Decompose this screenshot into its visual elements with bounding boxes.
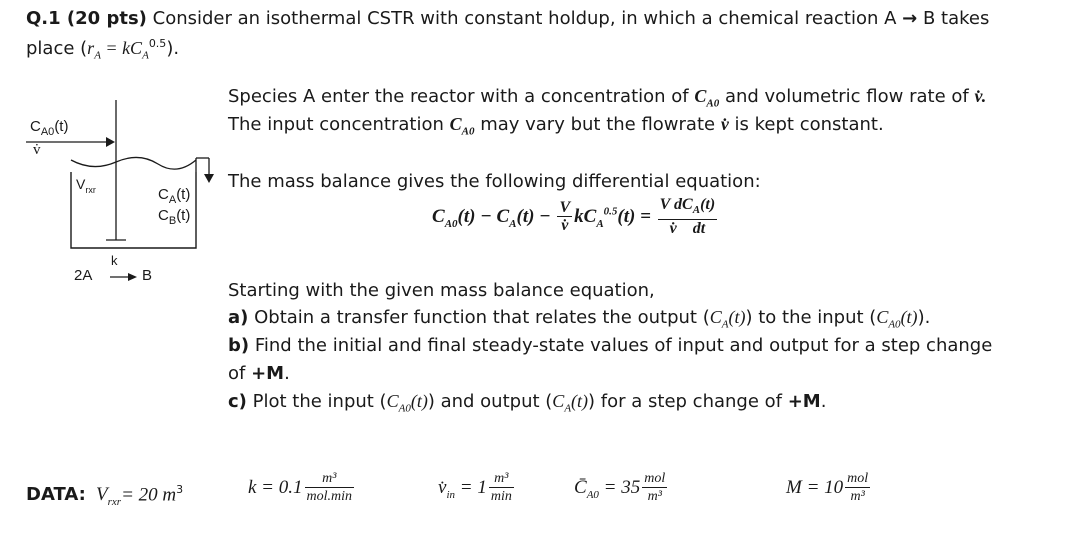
paragraph-1-line-2: The input concentration $C_{A0}$ may vary but the flowrate v̇ is kept constant. <box>228 114 884 138</box>
reaction-left: 2A <box>74 267 93 284</box>
liquid-surface <box>71 157 196 169</box>
outlet-ca-label: $C_A(t)$ <box>158 186 191 206</box>
data-k: k = 0.1 $\frac{\text{m³}}{\text{mol.min}}$ <box>248 471 353 504</box>
outlet-arrow <box>204 174 214 183</box>
data-vrxr: $V_{rxr}= 20$ $m^3$ <box>96 483 184 509</box>
paragraph-1-line-1: Species A enter the reactor with a concentration of $C_{A0}$ and volumetric flow rate of v̇. <box>228 86 987 110</box>
part-b: b) Find the initial and final steady-state values of input and output for a step change <box>228 335 993 356</box>
outlet-cb-label: $C_B(t)$ <box>158 207 191 227</box>
reaction-right: B <box>142 267 153 284</box>
question-number: Q.1 (20 pts) <box>26 8 147 29</box>
outlet-concentrations <box>158 187 190 229</box>
part-a: a) Obtain a transfer function that relates the output $(C_A(t))$ to the input $(C_{A0}(t))$. <box>228 307 931 331</box>
paragraph-3: Starting with the given mass balance equation, <box>228 280 655 301</box>
reaction-arrow <box>128 273 137 281</box>
inlet-arrow <box>106 137 115 147</box>
inlet-concentration-label: $C_{A0}(t)$ <box>30 118 69 138</box>
part-c: c) Plot the input $(C_{A0}(t))$ and output $(C_A(t))$ for a step change of +M. <box>228 391 827 415</box>
volume-label: $V_{rxr}$ <box>76 176 96 195</box>
inlet-flow-label: v̇ <box>33 142 41 158</box>
cstr-diagram <box>18 80 218 290</box>
reaction-k: k <box>111 253 118 268</box>
question-line-1: Q.1 (20 pts) Consider an isothermal CSTR with constant holdup, in which a chemical reaction A → B takes <box>26 8 990 29</box>
mass-balance-equation: $C_{A0}(t) - C_A(t)$ − $\frac{V}{v̇}$ $kC_A^{0.5}(t)$ = $\frac{V dC_A(t)}{v̇ dt}$ <box>432 196 716 238</box>
question-line-2: place $(r_A = kC_A^{0.5})$. <box>26 37 180 62</box>
data-M: M = 10 $\frac{\text{mol}}{\text{m³}}$ <box>786 471 869 504</box>
part-b-line-2: of +M. <box>228 363 290 384</box>
data-vin: $v̇_{in} = 1$ $\frac{\text{m³}}{\min}$ <box>438 471 512 504</box>
data-ca0: $C̄_{A0} = 35$ $\frac{\text{mol}}{\text{m³}}$ <box>574 471 666 504</box>
data-label: DATA: <box>26 484 86 505</box>
paragraph-2: The mass balance gives the following differential equation: <box>228 171 761 192</box>
